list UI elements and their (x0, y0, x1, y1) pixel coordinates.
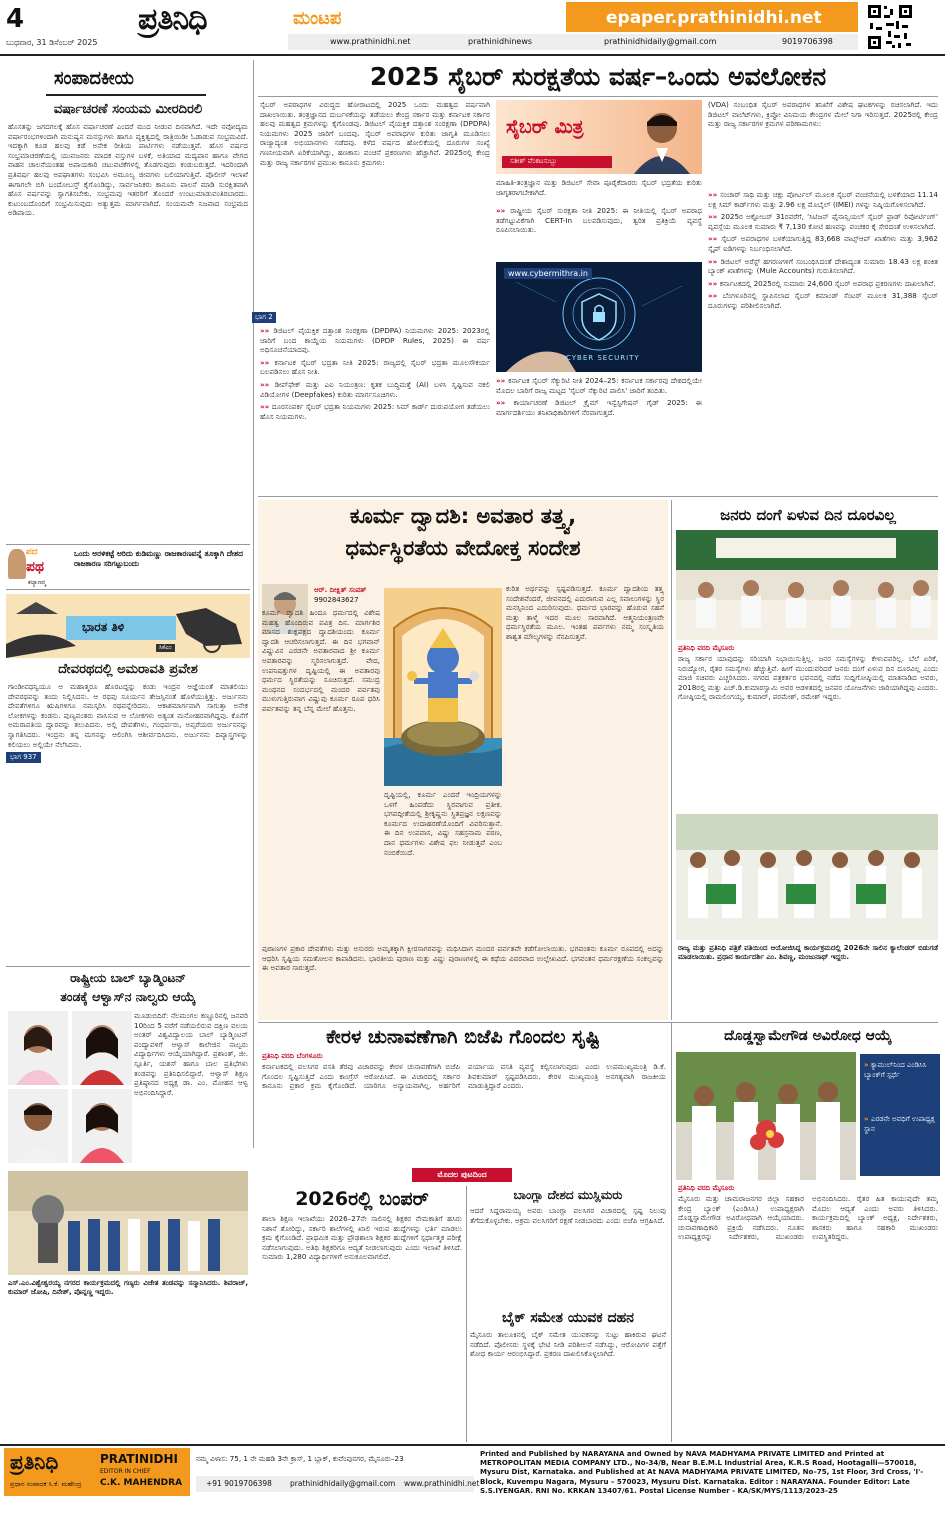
cyber-website[interactable]: www.cybermithra.in (504, 268, 592, 279)
badminton-caption: ಎಸ್.ಎಂ.ವಿಶ್ವೇಶ್ವರಯ್ಯ ನಗರದ ಕಾರ್ಯಕ್ರಮದಲ್ಲಿ ಗಣ್ಯರು ವಿಜೇತ ತಂಡವನ್ನು ಸನ್ಮಾನಿಸಿದರು. ಶಿವರಾಜ್, ಕುಮಾರ್ ಜೋಷಿ, ದಿನೇಶ್, ಪೊನ್ನಣ್ಣ ಇದ್ದರು. (8, 1279, 248, 1296)
pada-quote: ಒಂದು ಅರಳಿಕಟ್ಟೆ ಅರಿದು ಕುಡಿಮಣ್ಣು ರಾಜಕಾರಣವನ್ನೆ ತೂಕ್ಕಾಗಿ ದೇಶದ ರಾಜಕಾರಣ ಸರಿಗಟ್ಟುಬಂದು (74, 549, 244, 568)
cyber-headline: 2025 ಸೈಬರ್ ಸುರಕ್ಷತೆಯ ವರ್ಷ–ಒಂದು ಅವಲೋಕನ (369, 62, 827, 91)
bharata-part-badge: ಭಾಗ 937 (6, 752, 41, 763)
bharata-teli-sub: ಸಿಕೆಎಂ (156, 644, 175, 652)
player-photo-2 (72, 1011, 132, 1085)
cyber-security-image (496, 262, 702, 372)
cyber-col2-intro: ಮಾಹಿತಿ-ತಂತ್ರಜ್ಞಾನ ಮತ್ತು ಡಿಜಿಟಲ್ ಸೇವಾ ಪೂರೈಕೆದಾರರು ಸೈಬರ್ ಭದ್ರತೆಯ ಕುರಿತು ಜಾಗೃತರಾಗಬೇಕಾಗಿದೆ. (496, 178, 702, 197)
kurma-headline-2: ಧರ್ಮಸ್ಥಿರತೆಯ ವೇದೋಕ್ತ ಸಂದೇಶ (345, 536, 581, 560)
dange-body: ರಾಜ್ಯ ಸರ್ಕಾರ ಯಾವುದನ್ನು ಸರಿಯಾಗಿ ನಿಭಾಯಿಸುತ್ತಿಲ್ಲ. ಜನರ ಸಮಸ್ಯೆಗಳನ್ನು ಕೇಳುವವರಿಲ್ಲ. ಬೆಲೆ ಏರಿಕೆ, ನಿರುದ್ಯೋಗ, ರೈತರ ಸಮಸ್ಯೆಗಳು ಹೆಚ್ಚುತ್ತಿವೆ. ಹೀಗೆ ಮುಂದುವರಿದರೆ ಜನರು ದಂಗೆ ಏಳುವ ದಿನ ದೂರವಿಲ್ಲ ಎಂದು ಮಾಜಿ ಸಚಿವರು ಎಚ್ಚರಿಸಿದರು. ನಗರದ ಪತ್ರಕರ್ತರ ಭವನದಲ್ಲಿ ನಡೆದ ಸುದ್ದಿಗೋಷ್ಠಿಯಲ್ಲಿ ಮಾತನಾಡಿದ ಅವರು, 2018ರಲ್ಲಿ ಮತ್ತು ಎಚ್.ಡಿ.ಕುಮಾರಸ್ವಾಮಿ ಅವರ ಆಡಳಿತದಲ್ಲಿ ಜನಪರ ಯೋಜನೆಗಳು ಜಾರಿಯಾಗಿದ್ದವು ಎಂದರು. ಗೋಷ್ಠಿಯಲ್ಲಿ ರಾಮಲಿಂಗಯ್ಯ, ಕುಮಾರ್, ಪರಮೇಶ್, ರಮೇಶ್ ಇದ್ದರು. (678, 654, 938, 702)
doddaswamy-byline: ಪ್ರತಿನಿಧಿ ವರದಿ ಮೈಸೂರು (678, 1184, 735, 1192)
cyber-col1-points (260, 326, 490, 492)
bharata-teli-headline: ದೇವರಥದಲ್ಲಿ ಅಮರಾವತಿ ಪ್ರವೇಶ (58, 662, 198, 677)
author-avatar (8, 549, 26, 579)
masthead (0, 0, 945, 56)
kurma-author: ಆರ್. ದೀಕ್ಷಿತ್ ಸಂಪತ್ (314, 586, 367, 594)
editorial-body: ಹೊಸತನ್ನು ಜಗದಗಲಕ್ಕೆ ಹೊಸ ವರ್ಷಾಚರಣೆ ಎಂದರೆ ಮುದ ನೀಡುವ ದಿನವಾಗಿದೆ. ಇದೇ ನವೋದ್ಯಮ ವರ್ಷಾರಂಭಗಳಿಂದಾಗಿ ಮನುಷ್ಯನ ಮನಸ್ಸುಗಳು ಹಾಗೂ ವ್ಯಕ್ತಿತ್ವದಲ್ಲಿ ರಾತ್ರಿಯಿಡೀ ಓಡಾಡುವ ಸಂಭ್ರಮವಿದೆ. ಇದಕ್ಕಾಗಿ ಕೂಡ ಹಲವು ಕಡೆ ಅನೇಕ ರೀತಿಯ ಪಾರ್ಟಿಗಳು ನಡೆಯುತ್ತವೆ. ಹೊಸ ವರ್ಷದ ಸಂಭ್ರಮಾಚರಣೆಯಲ್ಲಿ ಯುವಜನರು ಮಾದಕ ವಸ್ತುಗಳ ಬಳಕೆ, ಅತಿಯಾದ ಮದ್ಯಪಾನ ಹಾಗೂ ವೇಗದ ವಾಹನ ಚಾಲನೆಯಂತಹ ಅಪಾಯಕಾರಿ ಚಟುವಟಿಕೆಗಳಲ್ಲಿ ತೊಡಗುವುದು ಕಂಡುಬರುತ್ತದೆ. ಇದರಿಂದಾಗಿ ಪ್ರತಿವರ್ಷ ಹಲವು ಅಪಘಾತಗಳು ಸಂಭವಿಸಿ ಅಮೂಲ್ಯ ಜೀವಗಳು ಬಲಿಯಾಗುತ್ತಿವೆ. ಪೊಲೀಸ್ ಇಲಾಖೆ ಈಗಾಗಲೇ ಬಿಗಿ ಬಂದೋಬಸ್ತ್ ಕೈಗೊಂಡಿದ್ದು, ಸಾರ್ವಜನಿಕರು ಕಾನೂನು ಪಾಲನೆ ಮಾಡಿ ಸುರಕ್ಷಿತವಾಗಿ ಹೊಸ ವರ್ಷವನ್ನು ಸ್ವಾಗತಿಸಬೇಕು. ಸಂಭ್ರಮವು ಇತರರಿಗೆ ತೊಂದರೆ ಉಂಟುಮಾಡುವಂತಿರಬಾರದು. ಕುಟುಂಬದೊಂದಿಗೆ ಸಂಭ್ರಮಿಸುವುದು ಅತ್ಯುತ್ತಮ ಮಾರ್ಗವಾಗಿದೆ. ಸಂಯಮವೇ ನಿಜವಾದ ಸಂಭ್ರಮದ ಅಡಿಪಾಯ. (8, 122, 248, 218)
cyber-author: ಸತೀಶ್ ವೆಂಕಟಸುಬ್ಬು (510, 157, 558, 165)
kerala-byline: ಪ್ರತಿನಿಧಿ ವರದಿ ಬೆಂಗಳೂರು (262, 1052, 323, 1060)
dange-headline: ಜನರು ದಂಗೆ ಏಳುವ ದಿನ ದೂರವಿಲ್ಲ (720, 506, 896, 524)
kurma-col2: ದೃಷ್ಟಿಯಲ್ಲಿ, ಕೂರ್ಮ ಎಂದರೆ ಇಂದ್ರಿಯಗಳನ್ನು ಒಳಗೆ ಹಿಂಪಡೆದು ಸ್ಥಿರವಾಗುವ ಪ್ರತೀಕ. ಭಗವದ್ಗೀತೆಯಲ್ಲಿ ಶ್ರೀಕೃಷ್ಣನು ಸ್ಥಿತಪ್ರಜ್ಞನ ಲಕ್ಷಣವನ್ನು ಕೂರ್ಮದ ಉದಾಹರಣೆಯೊಂದಿಗೆ ವಿವರಿಸುತ್ತಾನೆ. ಈ ದಿನ ಉಪವಾಸ, ವಿಷ್ಣು ಸಹಸ್ರನಾಮ ಪಠಣ, ದಾನ ಧರ್ಮಗಳು ವಿಶೇಷ ಫಲ ನೀಡುತ್ತವೆ ಎಂಬ ನಂಬಿಕೆಯಿದೆ. (384, 790, 502, 857)
masthead-logo: ಪ್ರತಿನಿಧಿ (138, 2, 207, 37)
web-link[interactable]: www.prathinidhi.net (330, 37, 411, 46)
doddaswamy-box-item-2: » ಎರಡನೇ ಅವಧಿಗೆ ಉಪಾಧ್ಯಕ್ಷ ಸ್ಥಾನ (864, 1115, 935, 1133)
phone-number: 9019706398 (782, 37, 833, 46)
cyber-point-1: »» ಡಿಜಿಟಲ್ ವೈಯಕ್ತಿಕ ದತ್ತಾಂಶ ಸಂರಕ್ಷಣಾ (DPDPA) ನಿಯಮಗಳು 2025: 2023ರಲ್ಲಿ ಜಾರಿಗೆ ಬಂದ ಕಾಯ್ದೆಯ ನಿಯಮಗಳು (DPDP Rules, 2025) ಈ ವರ್ಷ ಅಧಿಸೂಚನೆಯಾದವು. (260, 326, 490, 355)
player-photo-3 (8, 1089, 68, 1163)
doddaswamy-body: ಮೈಸೂರು ಮತ್ತು ಚಾಮರಾಜನಗರ ಜಿಲ್ಲಾ ಸಹಕಾರ ಕೇಂದ್ರ ಬ್ಯಾಂಕ್ (ಎಂಡಿಸಿಸಿ) ಉಪಾಧ್ಯಕ್ಷರಾಗಿ ದೊಡ್ಡಸ್ವಾಮೇಗೌಡ ಅವಿರೋಧವಾಗಿ ಆಯ್ಕೆಯಾದರು. ಚುನಾವಣಾಧಿಕಾರಿ ಪ್ರಕ್ರಿಯೆ ನಡೆಸಿದರು. ನೂತನ ಉಪಾಧ್ಯಕ್ಷರನ್ನು ನಿರ್ದೇಶಕರು, ಮುಖಂಡರು ಅಭಿನಂದಿಸಿದರು. ರೈತರ ಹಿತ ಕಾಯುವುದೇ ತಮ್ಮ ಮೊದಲ ಆದ್ಯತೆ ಎಂದು ಅವರು ತಿಳಿಸಿದರು. ಕಾರ್ಯಕ್ರಮದಲ್ಲಿ ಬ್ಯಾಂಕ್ ಅಧ್ಯಕ್ಷ, ನಿರ್ದೇಶಕರು, ಶಾಸಕರು ಹಾಗೂ ಸಹಕಾರಿ ಮುಖಂಡರು ಉಪಸ್ಥಿತರಿದ್ದರು. (678, 1194, 938, 1242)
footer-address: ನಮ್ಮ ವಿಳಾಸ: 75, 1 ನೇ ಮಹಡಿ 3ನೇ ಕ್ರಾಸ್, 1 ಬ್ಲಾಕ್, ಕುವೆಂಪುನಗರ, ಮೈಸೂರು–23 (196, 1454, 404, 1463)
pada-label: ಪದ (26, 547, 38, 557)
social-handle[interactable]: prathinidhinews (468, 37, 533, 46)
bharata-teli-label: ಭಾರತ ತಿಳಿ (82, 620, 125, 634)
dange-caption: ರಾಜ್ಯ ಮತ್ತು ಪ್ರತಿನಿಧಿ ಪತ್ರಿಕೆ ವತಿಯಿಂದ ಆಯೋಜಿಸಿದ್ದ ಕಾರ್ಯಕ್ರಮದಲ್ಲಿ 2026ನೇ ಸಾಲಿನ ಕ್ಯಾಲೆಂಡರ್ ಬಿಡುಗಡೆ ಮಾಡಲಾಯಿತು. ಪ್ರಧಾನ ಕಾರ್ಯದರ್ಶಿ ಎಂ. ಶಿವಣ್ಣ, ಮಂಜುನಾಥ್ ಇದ್ದರು. (678, 944, 938, 961)
kerala-headline: ಕೇರಳ ಚುನಾವಣೆಗಾಗಿ ಬಿಜೆಪಿ ಗೊಂದಲ ಸೃಷ್ಟಿ (326, 1026, 600, 1048)
cyber-mithra-box (496, 100, 702, 174)
kurma-col1: ಕೂರ್ಮ ದ್ವಾದಶಿ ಹಿಂದೂ ಧರ್ಮದಲ್ಲಿ ವಿಶೇಷ ಮಹತ್ವ ಹೊಂದಿರುವ ಪವಿತ್ರ ದಿನ. ಮಾರ್ಗಶಿರ ಮಾಸದ ಶುಕ್ಲಪಕ್ಷದ ದ್ವಾದಶಿಯಂದು ಕೂರ್ಮ ದ್ವಾದಶಿ ಆಚರಿಸಲಾಗುತ್ತದೆ. ಈ ದಿನ ಭಗವಾನ್ ವಿಷ್ಣುವಿನ ಎರಡನೇ ಅವತಾರವಾದ ಶ್ರೀ ಕೂರ್ಮ ಅವತಾರವನ್ನು ಸ್ಮರಿಸಲಾಗುತ್ತದೆ. ವೇದ, ಉಪನಿಷತ್ತುಗಳ ದೃಷ್ಟಿಯಲ್ಲಿ ಈ ಅವತಾರವು ಧರ್ಮದ ಸ್ಥಿರತೆಯನ್ನು ಸೂಚಿಸುತ್ತದೆ. ಸಮುದ್ರ ಮಂಥನದ ಸಂದರ್ಭದಲ್ಲಿ ಮಂದರ ಪರ್ವತವು ಮುಳುಗುತ್ತಿರುವಾಗ ವಿಷ್ಣುವು ಕೂರ್ಮ ರೂಪ ಧರಿಸಿ ಪರ್ವತವನ್ನು ತನ್ನ ಬೆನ್ನ ಮೇಲೆ ಹೊತ್ತನು. (262, 608, 380, 713)
pada-patha-box (6, 544, 250, 590)
footer-editor-kn: ಪ್ರಧಾನ ಸಂಪಾದಕ ಸಿ.ಕೆ. ಮಹೇಂದ್ರ (10, 1480, 82, 1488)
badminton-event-photo (8, 1171, 248, 1275)
badminton-headline-2: ತಂಡಕ್ಕೆ ಆಳ್ವಾಸ್‌ನ ನಾಲ್ವರು ಆಯ್ಕೆ (60, 989, 196, 1004)
badminton-headline-1: ರಾಷ್ಟ್ರೀಯ ಬಾಲ್ ಬ್ಯಾಡ್ಮಿಂಟನ್ (70, 971, 186, 985)
cyber-col3-body: (VDA) ಸಂಬಂಧಿತ ಸೈಬರ್ ಅಪರಾಧಗಳ ತನಿಖೆಗೆ ವಿಶೇಷ ಘಟಕಗಳನ್ನು ರಚಿಸಲಾಗಿದೆ. ಇದು ಡಿಜಿಟಲ್ ವಾಲೆಟ್‌ಗಳು, ಕ್ರಿಪ್ಟೋ ವಿನಿಮಯ ಕೇಂದ್ರಗಳ ಮೇಲೆ ನಿಗಾ ಇರಿಸುತ್ತದೆ. 2025ರಲ್ಲಿ ಕೇಂದ್ರ ಮತ್ತು ರಾಜ್ಯ ಸರ್ಕಾರಗಳ ಕ್ರಮಗಳ ಪರಿಣಾಮಗಳು: (708, 100, 938, 129)
cyber-col2-point-1: »» ರಾಷ್ಟ್ರೀಯ ಸೈಬರ್ ಸುರಕ್ಷತಾ ನೀತಿ 2025: ಈ ನೀತಿಯಲ್ಲಿ ಸೈಬರ್ ಅಪರಾಧ ತಡೆಗಟ್ಟುವಿಕೆಗಾಗಿ CERT-In ಬಲಪಡಿಸುವುದು, ತ್ವರಿತ ಪ್ರತಿಕ್ರಿಯೆ ವ್ಯವಸ್ಥೆ ರೂಪಿಸಲಾಯಿತು. (496, 206, 702, 235)
cyber-col3-points: »» ಸಂಚಾರ್ ಸಾಥಿ ಮತ್ತು ಚಕ್ಷು ಪೋರ್ಟಲ್ ಮೂಲಕ ಸೈಬರ್ ವಂಚನೆಯಲ್ಲಿ ಬಳಕೆಯಾದ 11.14 ಲಕ್ಷ ಸಿಮ್ ಕಾರ್ಡ್‌ಗಳು ಮತ್ತು 2.96 ಲಕ್ಷ ಮೊಬೈಲ್ (IMEI) ಗಳನ್ನು ನಿಷ್ಕ್ರಿಯಗೊಳಿಸಲಾಗಿದೆ. »» 2025ರ ಅಕ್ಟೋಬರ್ 31ರವರೆಗೆ, 'ಸಿಟಿಜನ್ ಫೈನಾನ್ಷಿಯಲ್ ಸೈಬರ್ ಫ್ರಾಡ್ ರಿಪೋರ್ಟಿಂಗ್' ವ್ಯವಸ್ಥೆಯ ಮೂಲಕ ಸುಮಾರು ₹ 7,130 ಕೋಟಿ ಹಣವನ್ನು ವಂಚಕರ ಕೈ ಸೇರದಂತೆ ಉಳಿಸಲಾಗಿದೆ. »» ಸೈಬರ್ ಅಪರಾಧಗಳ ಬಳಕೆಯಾಗುತ್ತಿದ್ದ 83,668 ವಾಟ್ಸ್ಆಪ್ ಖಾತೆಗಳು ಮತ್ತು 3,962 ಸ್ಕೈಪ್ ಐಡಿಗಳನ್ನು ನಿರ್ಬಂಧಿಸಲಾಗಿದೆ. »» ಡಿಜಿಟಲ್ ಅರೆಸ್ಟ್ ಹಗರಣಗಳಿಗೆ ಸಂಬಂಧಿಸಿದಂತೆ ದೇಶಾದ್ಯಂತ ಸುಮಾರು 18.43 ಲಕ್ಷ ಶಂಕಿತ ಬ್ಯಾಂಕ್ ಖಾತೆಗಳನ್ನು (Mule Accounts) ಗುರುತಿಸಲಾಗಿದೆ. »» ಕರ್ನಾಟಕದಲ್ಲಿ 2025ರಲ್ಲಿ ಸುಮಾರು 24,600 ಸೈಬರ್ ಅಪರಾಧ ಪ್ರಕರಣಗಳು ದಾಖಲಾಗಿವೆ. »» ಬೆಂಗಳೂರಿನಲ್ಲಿ ಸ್ಥಾಪಿಸಲಾದ ಸೈಬರ್ ಕಮಾಂಡ್ ಸೆಂಟರ್ ಮೂಲಕ 31,388 ಸೈಬರ್ ದೂರುಗಳನ್ನು ಪರಿಶೀಲಿಸಲಾಗಿದೆ. (708, 190, 938, 310)
cyber-part-badge: ಭಾಗ 2 (252, 312, 276, 323)
footer-logo-kn: ಪ್ರತಿನಿಧಿ (10, 1450, 59, 1474)
doddaswamy-box-item-1: » ಕ್ಯಾಮುಲ್‌ನಿಂದ ಎಂಡಿಸಿಸಿ ಬ್ಯಾಂಕ್‌ಗೆ ಸ್ಪರ್ಧೆ (864, 1061, 927, 1079)
footer-editor-en: C.K. MAHENDRA (100, 1478, 183, 1488)
cyber-point-2: »» ಕರ್ನಾಟಕ ಸೈಬರ್ ಭದ್ರತಾ ನೀತಿ 2025: ರಾಜ್ಯದಲ್ಲಿ ಸೈಬರ್ ಭದ್ರತಾ ಮೂಲಸೌಕರ್ಯ ಬಲಪಡಿಸಲು ಹೊಸ ನೀತಿ. (260, 357, 490, 377)
date-line: ಬುಧವಾರ, 31 ಡಿಸೆಂಬರ್ 2025 (6, 38, 98, 47)
bangla-body: ಆದರೆ ಸಿದ್ದರಾಮಯ್ಯ ಅವರು ಬಾಂಗ್ಲಾ ವಲಸಿಗರ ವಿಚಾರದಲ್ಲಿ ಸ್ಪಷ್ಟ ನಿಲುವು ತೆಗೆದುಕೊಳ್ಳಬೇಕು. ಅಕ್ರಮ ವಲಸಿಗರಿಗೆ ರಕ್ಷಣೆ ನೀಡಬಾರದು ಎಂದು ಬಿಜೆಪಿ ಆಗ್ರಹಿಸಿದೆ. (470, 1206, 666, 1225)
badminton-section (6, 966, 250, 1422)
footer-web[interactable]: www.prathinidhi.net (404, 1479, 480, 1488)
bumper-body: ಶಾಲಾ ಶಿಕ್ಷಣ ಇಲಾಖೆಯು 2026–27ನೇ ಸಾಲಿನಲ್ಲಿ ಶಿಕ್ಷಕರ ನೇಮಕಾತಿಗೆ ಹಸಿರು ನಿಶಾನೆ ತೋರಿದ್ದು, ಸರ್ಕಾರಿ ಶಾಲೆಗಳಲ್ಲಿ ಖಾಲಿ ಇರುವ ಹುದ್ದೆಗಳನ್ನು ಭರ್ತಿ ಮಾಡಲು ಕ್ರಮ ಕೈಗೊಂಡಿದೆ. ಪ್ರಾಥಮಿಕ ಮತ್ತು ಪ್ರೌಢಶಾಲಾ ಶಿಕ್ಷಕರ ಹುದ್ದೆಗಳಿಗೆ ಸ್ಪರ್ಧಾತ್ಮಕ ಪರೀಕ್ಷೆ ನಡೆಸಲಾಗುವುದು. ಅತಿಥಿ ಶಿಕ್ಷಕರಿಗೂ ಆದ್ಯತೆ ನೀಡಲಾಗುವುದು ಎಂದು ಇಲಾಖೆ ತಿಳಿಸಿದೆ. ಸುಮಾರು 1,280 ವಿದ್ಯಾರ್ಥಿಗಳಿಗೆ ಅನುಕೂಲವಾಗಲಿದೆ. (262, 1214, 462, 1262)
editorial-label: ಸಂಪಾದಕೀಯ (54, 68, 134, 89)
kurma-author-phone: 9902843627 (314, 596, 359, 604)
footer-imprint: Printed and Published by NARAYANA and Owned by NAVA MADHYAMA PRIVATE LIMITED and Printed at METROPOLITAN MEDIA COMPANY LTD., No-34/B, Near B.E.M.L Industrial Area, K.R.S Road, Hootagalli—570018, Mysuru Dist, Karnataka. and Published at At NAVA MADHYAMA PRIVATE LIMITED, No–75, 1st Floor, 3rd Cross, 'I'- Block, Kuvempu Nagara, Mysuru – 570023, Mysuru Dist. Karnataka. Editor : NARAYANA. Founder Editor: Late S.S.IYENGAR. RNI No. KRKAN 13407/61. Postal License Number - KA/SK/MYS/1113/2023-25 (480, 1450, 924, 1495)
epaper-url: epaper.prathinidhi.net (606, 8, 822, 28)
bumper-headline: 2026ರಲ್ಲಿ ಬಂಪರ್ (295, 1188, 429, 1210)
doddaswamy-headline: ದೊಡ್ಡಸ್ವಾಮೇಗೌಡ ಅವಿರೋಧ ಆಯ್ಕೆ (724, 1028, 892, 1044)
footer-email[interactable]: prathinidhidaily@gmail.com (290, 1479, 396, 1488)
pada-name: ಕಲ್ಯಾಣನ್ಮ (28, 579, 46, 586)
cyber-author-photo (624, 102, 700, 174)
cyber-col2-points-rest: »» ಕರ್ನಾಟಕ ಸೈಬರ್ ಸೆಕ್ಯುರಿಟಿ ನೀತಿ 2024–25: ಕರ್ನಾಟಕ ಸರ್ಕಾರವು ದೇಶದಲ್ಲಿಯೇ ಮೊದಲ ಬಾರಿಗೆ ರಾಜ್ಯ ಮಟ್ಟದ 'ಸೈಬರ್ ಸೆಕ್ಯುರಿಟಿ ಪಾಲಿಸಿ' ಜಾರಿಗೆ ತಂದಿತು. »» ಕಾರ್ಯಾಚರಣೆ ಡಿಜಿಟಲ್ ಕ್ರೈಮ್ ಇನ್ವೆಸ್ಟಿಗೇಷನ್ ಗೈಡ್ 2025: ಈ ಮಾರ್ಗದರ್ಶಿಯು ತನಿಖಾಧಿಕಾರಿಗಳಿಗೆ ನೆರವಾಗುತ್ತದೆ. (496, 376, 702, 417)
bike-body: ಮೈಸೂರು ತಾಲೂಕಿನಲ್ಲಿ ಬೈಕ್ ಸಮೇತ ಯುವಕನನ್ನು ಸುಟ್ಟು ಹಾಕಿರುವ ಘಟನೆ ನಡೆದಿದೆ. ಪೊಲೀಸರು ಸ್ಥಳಕ್ಕೆ ಭೇಟಿ ನೀಡಿ ಪರಿಶೀಲನೆ ನಡೆಸಿದ್ದು, ಆರೋಪಿಗಳ ಪತ್ತೆಗೆ ಶೋಧ ಕಾರ್ಯ ಆರಂಭಿಸಿದ್ದಾರೆ. ಪ್ರಕರಣ ದಾಖಲಿಸಿಕೊಳ್ಳಲಾಗಿದೆ. (470, 1330, 666, 1359)
section-name: ಮಂಟಪ (293, 8, 342, 29)
kurma-headline-1: ಕೂರ್ಮ ದ್ವಾದಶಿ: ಅವತಾರ ತತ್ತ್ವ, (349, 504, 577, 528)
cyber-point-4: »» ದೂರಸಂಪರ್ಕ ಸೈಬರ್ ಭದ್ರತಾ ನಿಯಮಗಳು 2025: ಸಿಮ್ ಕಾರ್ಡ್ ದುರುಪಯೋಗ ತಡೆಯಲು ಹೊಸ ನಿಯಮಗಳು. (260, 402, 490, 421)
cyber-col1-body: ಸೈಬರ್ ಅಪರಾಧಗಳ ವಿರುದ್ಧದ ಹೋರಾಟದಲ್ಲಿ 2025 ಒಂದು ಮಹತ್ವದ ವರ್ಷವಾಗಿ ದಾಖಲಾಯಿತು. ತಂತ್ರಜ್ಞಾನದ ದುರ್ಬಳಕೆಯನ್ನು ತಡೆಯಲು ಕೇಂದ್ರ ಸರ್ಕಾರ ಮತ್ತು ಕರ್ನಾಟಕ ಸರ್ಕಾರ ಹಲವು ಮಹತ್ವದ ಕ್ರಮಗಳನ್ನು ಕೈಗೊಂಡವು. ಡಿಜಿಟಲ್ ವೈಯಕ್ತಿಕ ದತ್ತಾಂಶ ಸಂರಕ್ಷಣಾ (DPDPA) ನಿಯಮಗಳು 2025 ಜಾರಿಗೆ ಬಂದವು. ಸೈಬರ್ ಅಪರಾಧಗಳ ಕುರಿತು ಜಾಗೃತಿ ಮೂಡಿಸಲು ರಾಜ್ಯಾದ್ಯಂತ ಅಭಿಯಾನಗಳು ನಡೆದವು. ಕಳೆದ ವರ್ಷದ ಹೋಲಿಕೆಯಲ್ಲಿ ದೂರುಗಳ ಸಂಖ್ಯೆ ಗಣನೀಯವಾಗಿ ಏರಿಕೆಯಾಗಿದ್ದು, ಹಣಕಾಸು ವಂಚನೆ ಪ್ರಕರಣಗಳು ಹೆಚ್ಚಾಗಿವೆ. 2025ರಲ್ಲಿ ಕೇಂದ್ರ ಮತ್ತು ರಾಜ್ಯ ಸರ್ಕಾರಗಳ ಪ್ರಮುಖ ಕಾನೂನು ಕ್ರಮಗಳು: (260, 100, 490, 167)
kurma-bottom: ಪುರಾಣಗಳ ಪ್ರಕಾರ ದೇವತೆಗಳು ಮತ್ತು ಅಸುರರು ಅಮೃತಕ್ಕಾಗಿ ಕ್ಷೀರಸಾಗರವನ್ನು ಮಥಿಸಿದಾಗ ಮಂದರ ಪರ್ವತವೇ ಕಡೆಗೋಲಾಯಿತು. ಭಗವಂತನು ಕೂರ್ಮ ರೂಪದಲ್ಲಿ ಅದನ್ನು ಆಧರಿಸಿ ಸೃಷ್ಟಿಯ ಸಮತೋಲನ ಕಾಪಾಡಿದನು. ಭಾರತೀಯ ಪುರಾಣ ಮತ್ತು ವಿಷ್ಣು ಪುರಾಣಗಳಲ್ಲಿ ಈ ಕಥೆಯ ವಿವರವಾದ ಉಲ್ಲೇಖವಿದೆ. ಭಗವಂತನ ಧರ್ಮರಕ್ಷಣೆಯ ಸಂಕಲ್ಪವನ್ನು ಈ ಅವತಾರ ಸಾರುತ್ತದೆ. (262, 944, 664, 973)
footer (0, 1444, 945, 1518)
cyber-mithra-title: ಸೈಬರ್ ಮಿತ್ರ (506, 116, 584, 138)
patha-label: ಪಥ (26, 559, 45, 575)
doddaswamy-box (860, 1054, 940, 1176)
badminton-body: ಮೂಡುಬಿದಿರೆ: ನೆಲಮಂಗಲ ಕಣ್ಣೂರಿನಲ್ಲಿ ಜನವರಿ 10ರಿಂದ 5 ವರೆಗೆ ನಡೆಯಲಿರುವ ದಕ್ಷಿಣ ವಲಯ ಅಂತರ್ ವಿಶ್ವವಿದ್ಯಾಲಯ ಬಾಲ್ ಬ್ಯಾಡ್ಮಿಂಟನ್ ಪಂದ್ಯಾವಳಿಗೆ ಆಳ್ವಾಸ್ ಕಾಲೇಜಿನ ನಾಲ್ವರು ವಿದ್ಯಾರ್ಥಿಗಳು ಆಯ್ಕೆಯಾಗಿದ್ದಾರೆ. ಪ್ರಶಾಂತ್, ಜೀ. ಸ್ಪೂರ್ತಿ, ಯಶಸ್ ಹಾಗೂ ಬಾಲ ಪ್ರತಿಭೆಗಳು ತಂಡವನ್ನು ಪ್ರತಿನಿಧಿಸಲಿದ್ದಾರೆ. ಆಳ್ವಾಸ್ ಶಿಕ್ಷಣ ಪ್ರತಿಷ್ಠಾನದ ಅಧ್ಯಕ್ಷ ಡಾ. ಎಂ. ಮೋಹನ ಆಳ್ವ ಅಭಿನಂದಿಸಿದ್ದಾರೆ. (134, 1011, 248, 1097)
editorial-headline: ವರ್ಷಾಚರಣೆ ಸಂಯಮ ಮೀರದಿರಲಿ (53, 102, 203, 117)
continuation-label: ಮೊದಲ ಪುಟದಿಂದ (437, 1170, 487, 1179)
dange-calendar-photo (676, 814, 938, 940)
page-number: 4 (6, 4, 25, 34)
bangla-headline: ಬಾಂಗ್ಲಾ ದೇಶದ ಮುಸ್ಲಿಮರು (513, 1188, 623, 1202)
dange-press-photo (676, 530, 938, 640)
editorial-section (6, 60, 250, 542)
bharata-teli-body: ಗಾಂಡೀವಧನ್ವಿಯೂ ಆ ಮಹಾತ್ಮರೂ ಹೊರಟದ್ದನ್ನು ಕಂಡು ಇಂದ್ರನ ಆಜ್ಞೆಯಂತೆ ಮಾತಲಿಯು ದೇವರಥವನ್ನು ತಂದು ನಿಲ್ಲಿಸಿದನು. ಆ ರಥವು ಸೂರ್ಯನ ತೇಜಸ್ಸಿನಂತೆ ಹೊಳೆಯುತ್ತಿತ್ತು. ಅರ್ಜುನನು ದೇವತೆಗಳಿಗೂ ಋಷಿಗಳಿಗೂ ನಮಸ್ಕರಿಸಿ ರಥವನ್ನೇರಿದನು. ಆಕಾಶಮಾರ್ಗವಾಗಿ ಸಾಗುತ್ತಾ ಅನೇಕ ಲೋಕಗಳನ್ನು ಕಂಡನು. ಪುಣ್ಯವಂತರು ವಾಸಿಸುವ ಆ ಲೋಕಗಳು ಅತ್ಯಂತ ಮನೋಹರವಾಗಿದ್ದವು. ಕೊನೆಗೆ ಅಮರಾವತಿಯ ದ್ವಾರವನ್ನು ತಲುಪಿದನು. ಅಲ್ಲಿ ದೇವತೆಗಳು, ಗಂಧರ್ವರು, ಅಪ್ಸರೆಯರು ಅರ್ಜುನನನ್ನು ಸ್ವಾಗತಿಸಿದರು. ಇಂದ್ರನು ತನ್ನ ಮಗನನ್ನು ಆಲಿಂಗಿಸಿ ಆಶೀರ್ವದಿಸಿದನು. ಅರ್ಜುನನು ದಿವ್ಯಾಸ್ತ್ರಗಳನ್ನು ಕಲಿಯಲು ಅಲ್ಲಿಯೇ ನೆಲೆಸಿದನು. (8, 682, 248, 749)
player-photo-1 (8, 1011, 68, 1085)
dange-byline: ಪ್ರತಿನಿಧಿ ವರದಿ ಮೈಸೂರು (678, 644, 735, 652)
kurma-avatar-illustration (384, 588, 502, 786)
qr-code[interactable] (866, 3, 914, 51)
footer-logo-en: PRATINIDHI (100, 1452, 179, 1466)
bike-headline: ಬೈಕ್ ಸಮೇತ ಯುವಕ ದಹನ (502, 1310, 634, 1326)
email-link[interactable]: prathinidhidaily@gmail.com (604, 37, 717, 46)
footer-editor-label: EDITOR IN CHIEF (100, 1468, 151, 1475)
epaper-banner[interactable] (566, 2, 858, 32)
cyber-image-label: CYBER SECURITY (566, 354, 640, 362)
player-photo-4 (72, 1089, 132, 1163)
kurma-col3: ಕುರಿತ ಅರ್ಥವನ್ನು ಸ್ಪಷ್ಟಪಡಿಸುತ್ತದೆ. ಕೂರ್ಮ ದ್ವಾದಶಿಯ ತತ್ತ್ವ ಸಂದೇಶವೆಂದರೆ, ಜೀವನದಲ್ಲಿ ಎದುರಾಗುವ ಎಲ್ಲ ಸವಾಲುಗಳನ್ನು ಸ್ಥಿರ ಮನಸ್ಸಿನಿಂದ ಎದುರಿಸುವುದು. ಧರ್ಮದ ಭಾರವನ್ನು ಹೊರುವ ಸಹನೆ ಮತ್ತು ತಾಳ್ಮೆ ಇದರ ಮೂಲ ಸಾರವಾಗಿದೆ. ಆತ್ಮನಿಯಂತ್ರಣವೇ ಧರ್ಮಸ್ಥಿರತೆಯ ಮೂಲ. ಇಂತಹ ಪರ್ವಗಳು ನಮ್ಮ ಸಂಸ್ಕೃತಿಯ ಶಾಶ್ವತ ಮೌಲ್ಯಗಳನ್ನು ನೆನಪಿಸುತ್ತವೆ. (506, 584, 664, 641)
cyber-point-3: »» ಡೀಪ್‌ಫೇಕ್ ಮತ್ತು ಎಐ ನಿಯಂತ್ರಣ: ಕೃತಕ ಬುದ್ಧಿಮತ್ತೆ (AI) ಬಳಸಿ ಸೃಷ್ಟಿಸುವ ನಕಲಿ ವಿಡಿಯೋಗಳ (Deepfakes) ಕುರಿತು ಮಾರ್ಗಸೂಚಿಗಳು. (260, 379, 490, 399)
bharata-teli-banner (6, 594, 250, 658)
editorial-label-underline (46, 94, 206, 96)
doddaswamy-photo (676, 1052, 856, 1180)
footer-phone: +91 9019706398 (206, 1479, 272, 1488)
kerala-body: ಕರ್ನಾಟಕದಲ್ಲಿ ವಲಸಿಗರ ವಸತಿ ತೆರವು ವಿಚಾರವನ್ನು ಕೇರಳ ಚುನಾವಣೆಗಾಗಿ ಬಿಜೆಪಿ ಗೊಂದಲ ಸೃಷ್ಟಿಸುತ್ತಿದೆ ಎಂದು ಕಾಂಗ್ರೆಸ್ ಆರೋಪಿಸಿದೆ. ಈ ವಿಚಾರದಲ್ಲಿ ಸರ್ಕಾರ ಕಾನೂನು ಪ್ರಕಾರ ಕ್ರಮ ಕೈಗೊಂಡಿದೆ. ಯಾರಿಗೂ ಅನ್ಯಾಯವಾಗಿಲ್ಲ. ಅರ್ಹರಿಗೆ ಪರ್ಯಾಯ ವಸತಿ ವ್ಯವಸ್ಥೆ ಕಲ್ಪಿಸಲಾಗುವುದು ಎಂದು ಉಪಮುಖ್ಯಮಂತ್ರಿ ಡಿ.ಕೆ. ಶಿವಕುಮಾರ್ ಸ್ಪಷ್ಟಪಡಿಸಿದರು. ಕೇರಳ ಮುಖ್ಯಮಂತ್ರಿ ಅನಗತ್ಯವಾಗಿ ರಾಜಕೀಯ ಮಾಡುತ್ತಿದ್ದಾರೆ ಎಂದರು. (262, 1062, 666, 1091)
